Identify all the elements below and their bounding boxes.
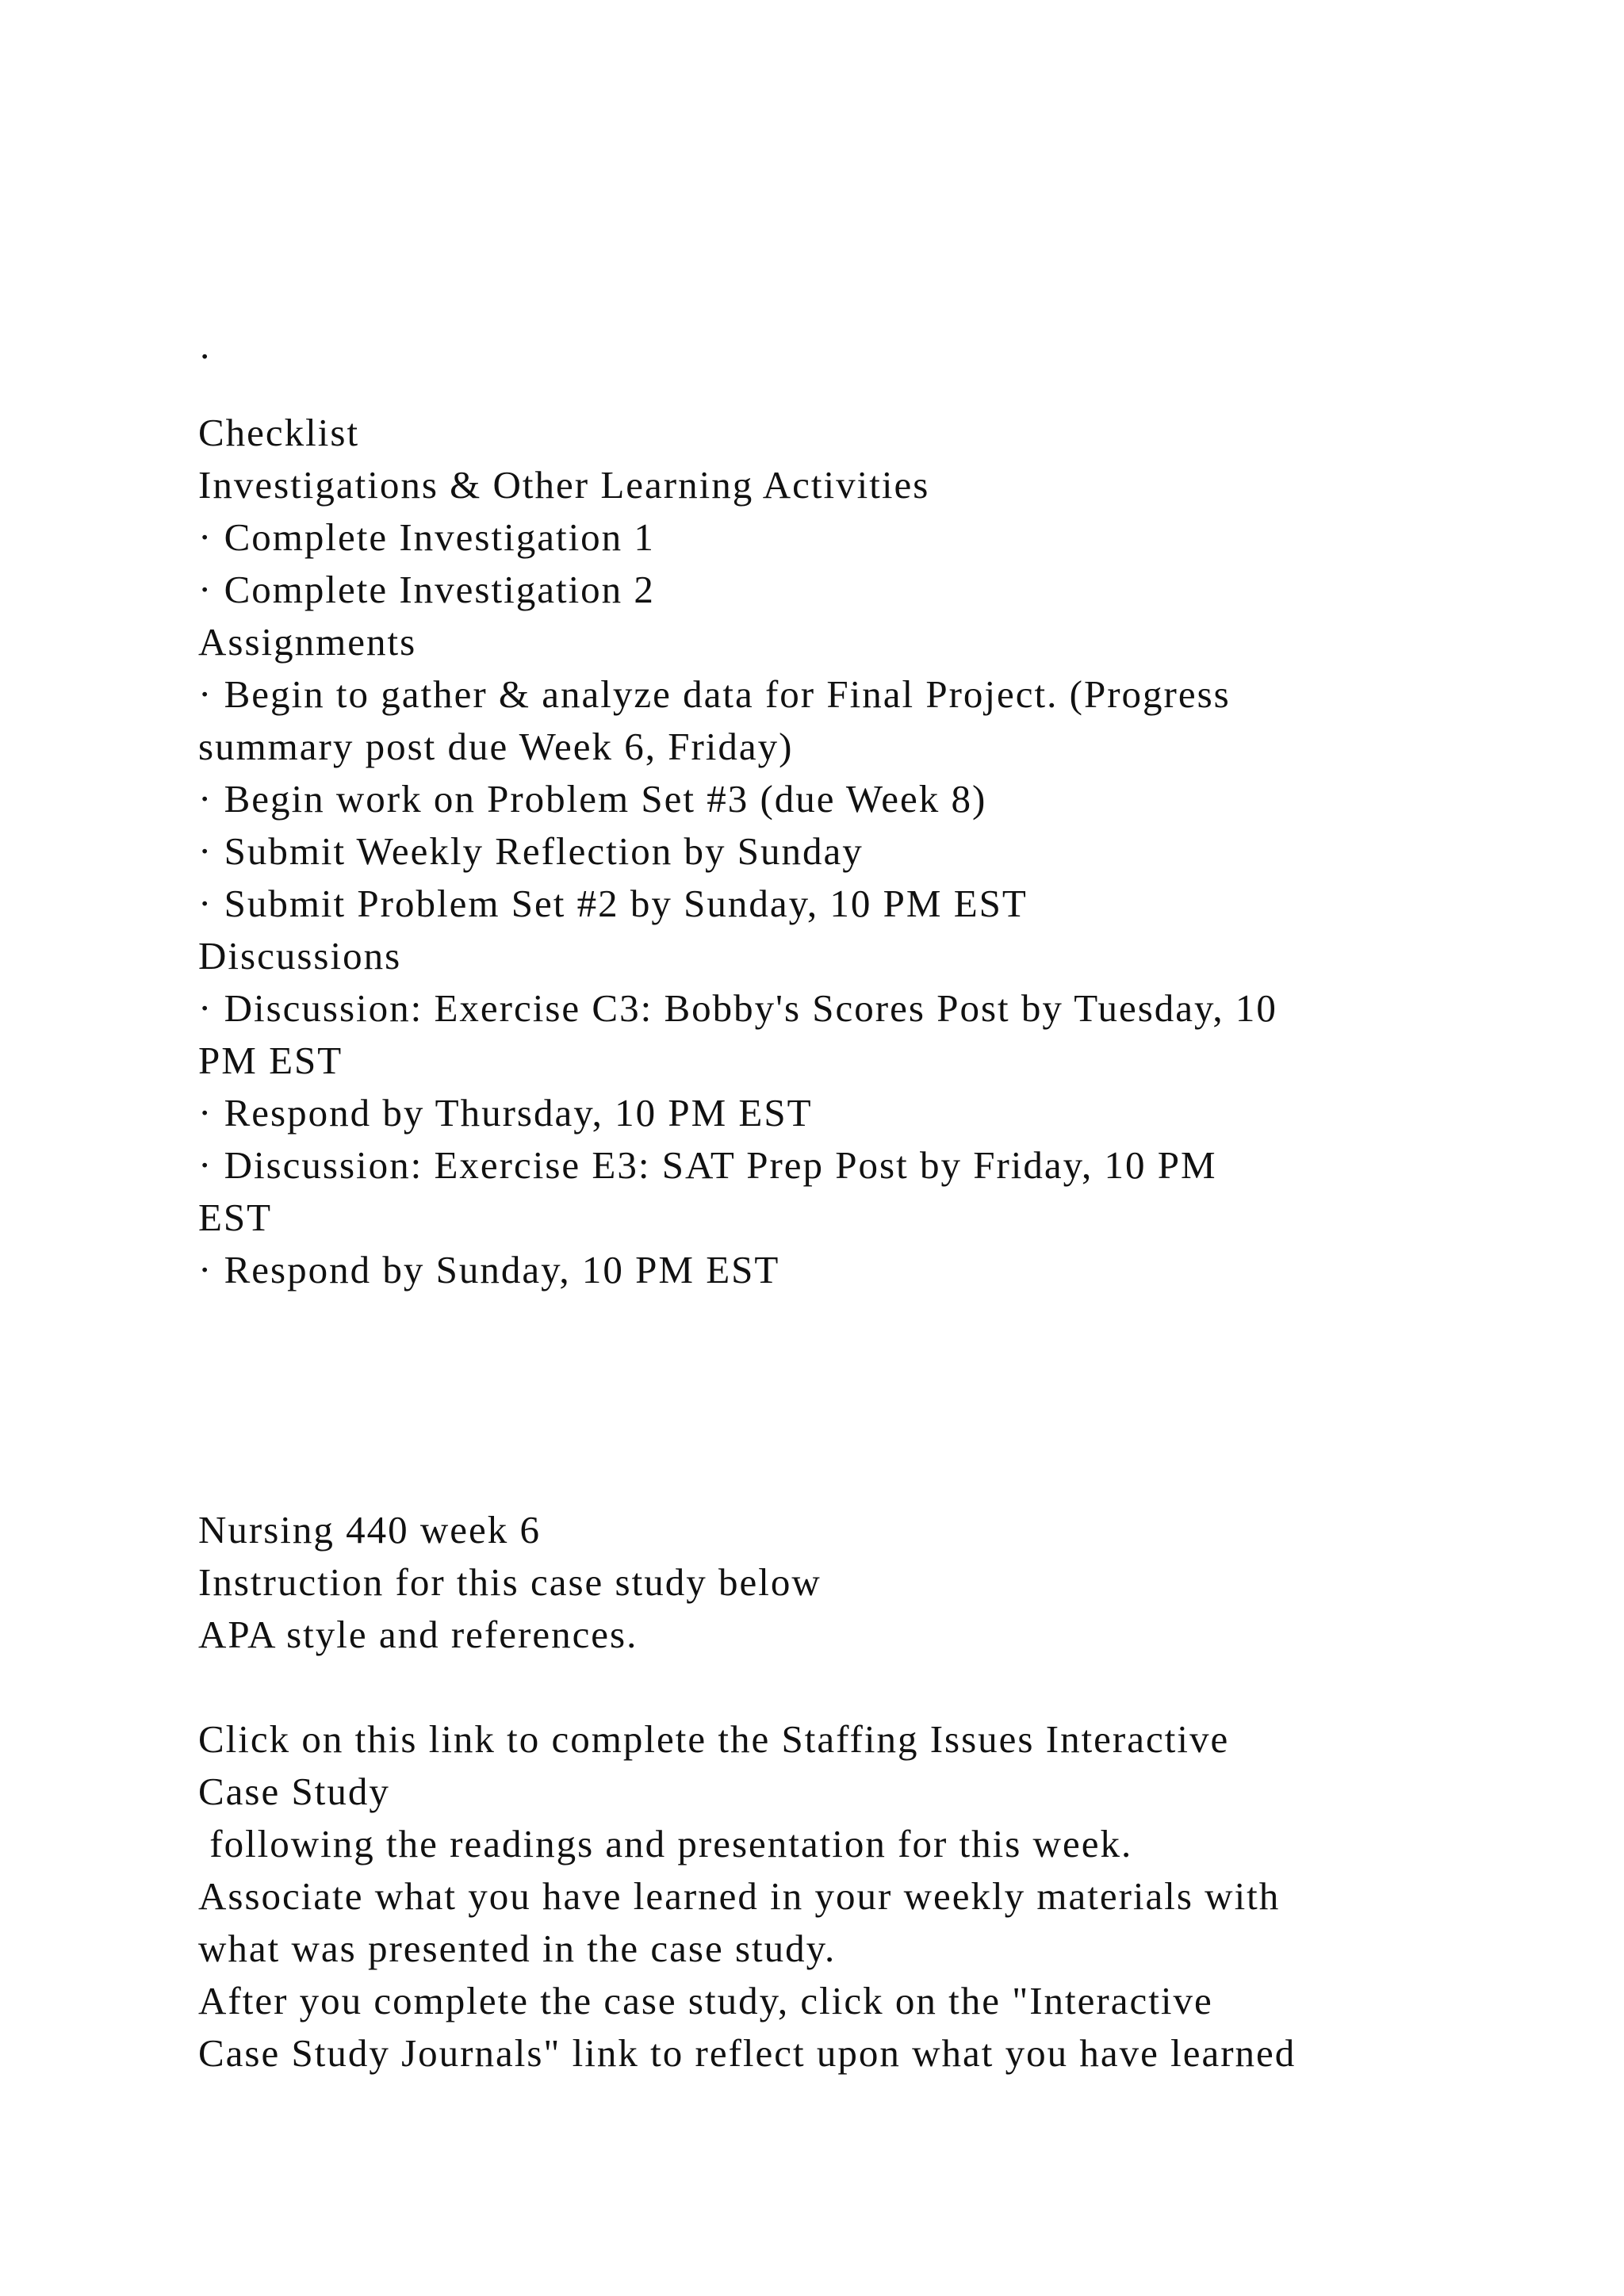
checklist-title: Checklist [198,411,360,454]
assignment-paragraph-line: Associate what you have learned in your weekly materials with [198,1874,1281,1918]
assignment-paragraph-line: Case Study [198,1770,390,1813]
assignment-paragraph-line: what was presented in the case study. [198,1927,837,1970]
checklist-item: · Begin to gather & analyze data for Final Project. (Progress [198,672,1231,716]
assignment-paragraph-line: Click on this link to complete the Staffing Issues Interactive [198,1717,1230,1761]
assignment-paragraph-line: After you complete the case study, click on the "Interactive [198,1979,1213,2022]
assignment-instruction: Instruction for this case study below [198,1560,822,1604]
checklist-item-continuation: summary post due Week 6, Friday) [198,725,794,768]
checklist-item: · Complete Investigation 2 [198,568,655,611]
checklist-item: · Discussion: Exercise E3: SAT Prep Post by Friday, 10 PM [198,1143,1217,1187]
assignment-title: Nursing 440 week 6 [198,1508,542,1552]
assignment-apa-note: APA style and references. [198,1613,638,1656]
assignment-paragraph-line: Case Study Journals" link to reflect upon what you have learned [198,2031,1297,2075]
section-heading-investigations: Investigations & Other Learning Activities [198,463,930,507]
checklist-item: · Submit Weekly Reflection by Sunday [198,829,864,873]
leading-dot: · [198,335,213,378]
section-heading-assignments: Assignments [198,620,417,664]
section-heading-discussions: Discussions [198,934,402,978]
checklist-item-continuation: PM EST [198,1039,343,1082]
assignment-paragraph-line: following the readings and presentation for this week. [198,1822,1133,1866]
checklist-item: · Submit Problem Set #2 by Sunday, 10 PM EST [198,882,1028,925]
checklist-item: · Complete Investigation 1 [198,515,655,559]
checklist-item: · Respond by Thursday, 10 PM EST [198,1091,813,1135]
checklist-item: · Respond by Sunday, 10 PM EST [198,1248,780,1292]
checklist-item-continuation: EST [198,1196,273,1239]
checklist-item: · Begin work on Problem Set #3 (due Week 8) [198,777,987,821]
checklist-item: · Discussion: Exercise C3: Bobby's Scores Post by Tuesday, 10 [198,986,1277,1030]
